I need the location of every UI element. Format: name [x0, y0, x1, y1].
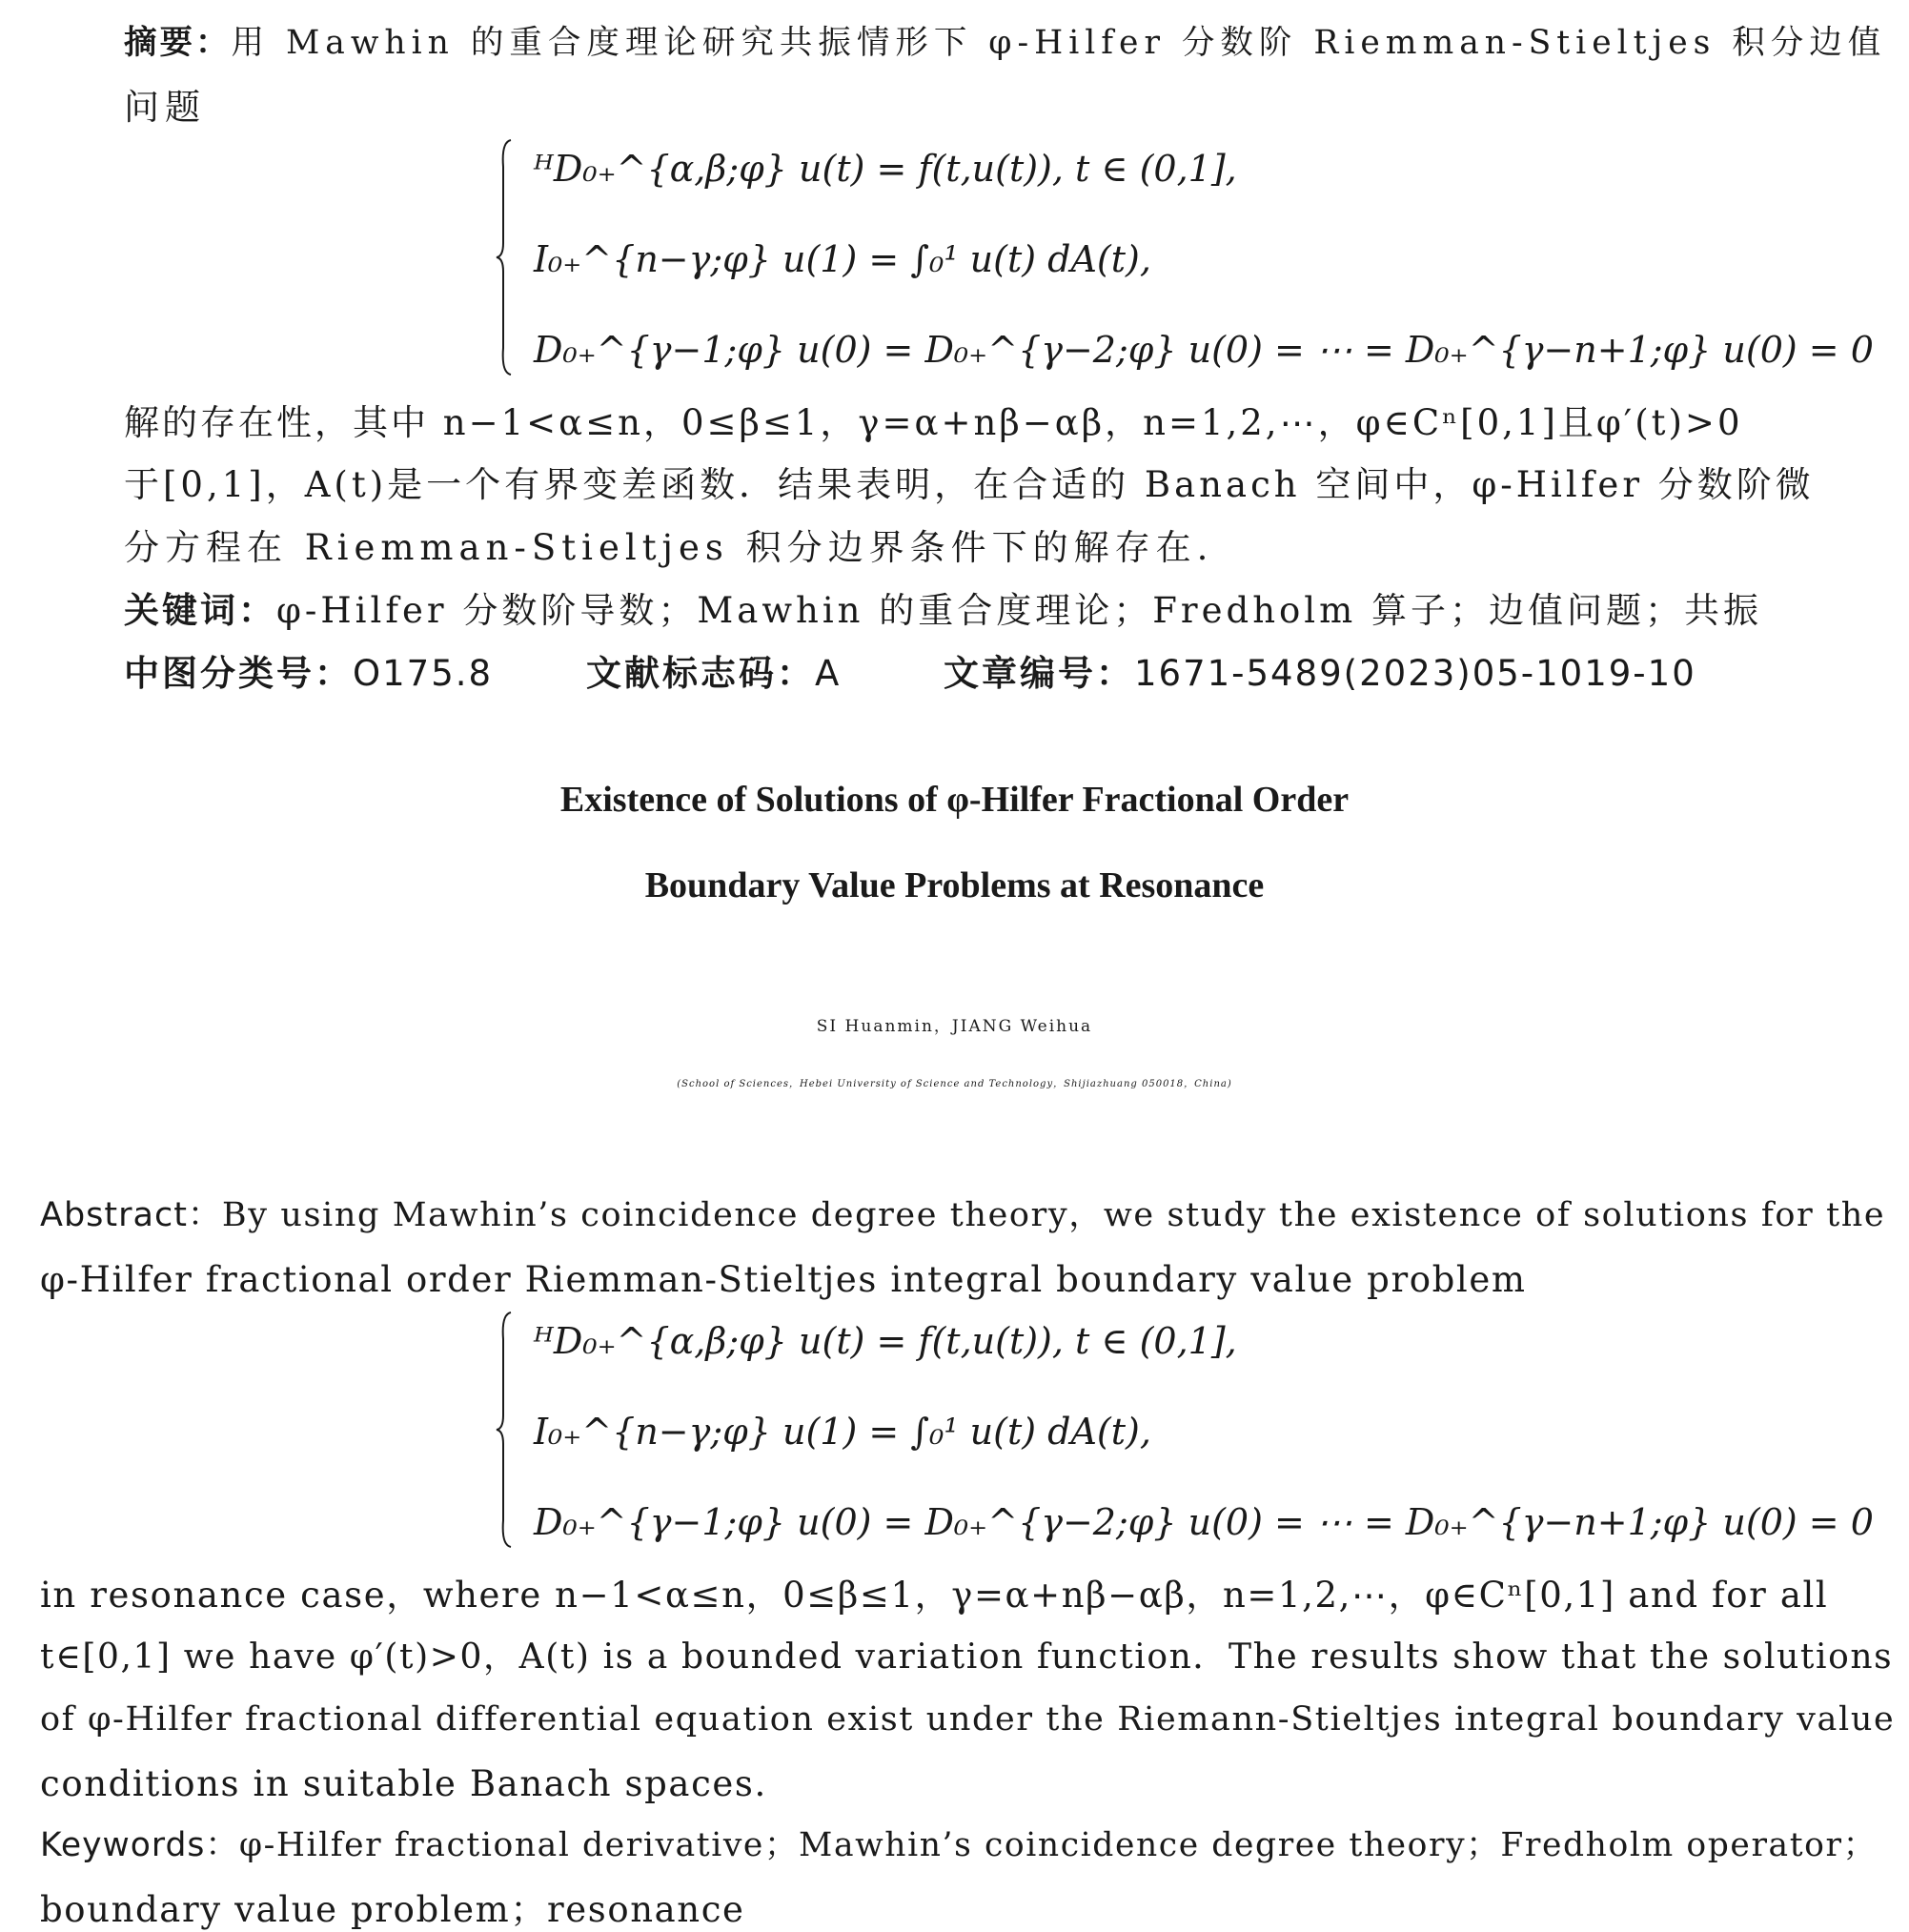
- en-abstract-label: Abstract：: [40, 1196, 222, 1234]
- article-number-label: 文章编号：: [944, 653, 1134, 694]
- en-equation-block: [496, 1311, 1874, 1549]
- en-abstract-line-5: of φ-Hilfer fractional differential equation exist under the Riemann-Stieltjes integral boundary value: [40, 1700, 1896, 1739]
- en-keywords-label: Keywords：: [40, 1826, 239, 1864]
- cn-abstract-line-2: 问题: [124, 87, 206, 128]
- cn-abstract-line-3: 解的存在性，其中 n−1<α≤n，0≤β≤1，γ=α+nβ−αβ，n=1,2,⋯，φ∈Cⁿ[0,1]且φ′(t)>0: [124, 402, 1743, 443]
- clc-value: O175.8: [353, 653, 494, 694]
- affiliation: (School of Sciences，Hebei University of Science and Technology，Shijiazhuang 050018，China): [677, 1079, 1232, 1089]
- en-abstract-line-1: [40, 1196, 1886, 1234]
- en-abstract-line-6: conditions in suitable Banach spaces.: [40, 1763, 767, 1804]
- en-keywords-text-1: φ-Hilfer fractional derivative；Mawhin’s coincidence degree theory；Fredholm operator；: [238, 1826, 1878, 1864]
- en-equation-row-1: ᴴD₀₊^{α,β;φ} u(t) = f(t,u(t)), t ∈ (0,1],: [534, 1320, 1237, 1362]
- clc-label: 中图分类号：: [124, 653, 353, 694]
- paper-title-line-1: Existence of Solutions of φ-Hilfer Fractional Order: [559, 780, 1350, 820]
- cn-abstract-text-1: 用 Mawhin 的重合度理论研究共振情形下 φ-Hilfer 分数阶 Riemman-Stieltjes 积分边值: [231, 24, 1887, 62]
- cn-keywords-label: 关键词：: [124, 590, 276, 631]
- cn-classification: [124, 653, 494, 694]
- en-abstract-line-3: in resonance case，where n−1<α≤n，0≤β≤1，γ=α+nβ−αβ，n=1,2,⋯，φ∈Cⁿ[0,1] and for all: [40, 1575, 1829, 1616]
- brace-icon: [496, 138, 513, 376]
- cn-equation-row-3: D₀₊^{γ−1;φ} u(0) = D₀₊^{γ−2;φ} u(0) = ⋯ = D₀₊^{γ−n+1;φ} u(0) = 0: [534, 329, 1874, 371]
- cn-equation-block: [496, 138, 1874, 376]
- cn-abstract-line-1: [124, 24, 1887, 62]
- cn-abstract-label: 摘要：: [124, 24, 232, 62]
- cn-keywords-text: φ-Hilfer 分数阶导数；Mawhin 的重合度理论；Fredholm 算子；边值问题；共振: [276, 590, 1762, 631]
- cn-equation-row-1: ᴴD₀₊^{α,β;φ} u(t) = f(t,u(t)), t ∈ (0,1],: [534, 148, 1237, 190]
- en-keywords-line-2: boundary value problem；resonance: [40, 1889, 745, 1930]
- en-equation-row-2: I₀₊^{n−γ;φ} u(1) = ∫₀¹ u(t) dA(t),: [534, 1411, 1151, 1453]
- en-abstract-text-1: By using Mawhin’s coincidence degree theory，we study the existence of solutions for the: [221, 1196, 1886, 1234]
- en-abstract-line-2: φ-Hilfer fractional order Riemman-Stieltjes integral boundary value problem: [40, 1259, 1527, 1300]
- brace-icon: [496, 1311, 513, 1549]
- cn-doc-code: [586, 653, 842, 694]
- en-abstract-line-4: t∈[0,1] we have φ′(t)>0，A(t) is a bounded variation function．The results show that the solutions: [40, 1637, 1894, 1677]
- cn-keywords: [124, 590, 1762, 631]
- en-keywords-line-1: [40, 1826, 1878, 1864]
- en-equation-row-3: D₀₊^{γ−1;φ} u(0) = D₀₊^{γ−2;φ} u(0) = ⋯ = D₀₊^{γ−n+1;φ} u(0) = 0: [534, 1501, 1874, 1543]
- doc-code-label: 文献标志码：: [586, 653, 815, 694]
- cn-abstract-line-4: 于[0,1]，A(t)是一个有界变差函数．结果表明，在合适的 Banach 空间中，φ-Hilfer 分数阶微: [124, 464, 1815, 505]
- paper-title-line-2: Boundary Value Problems at Resonance: [644, 865, 1265, 905]
- article-number-value: 1671-5489(2023)05-1019-10: [1134, 653, 1696, 694]
- doc-code-value: A: [815, 653, 842, 694]
- cn-abstract-line-5: 分方程在 Riemman-Stieltjes 积分边界条件下的解存在.: [124, 527, 1214, 568]
- authors: SI Huanmin，JIANG Weihua: [816, 1017, 1093, 1036]
- cn-equation-row-2: I₀₊^{n−γ;φ} u(1) = ∫₀¹ u(t) dA(t),: [534, 238, 1151, 280]
- cn-article-number: [944, 653, 1696, 694]
